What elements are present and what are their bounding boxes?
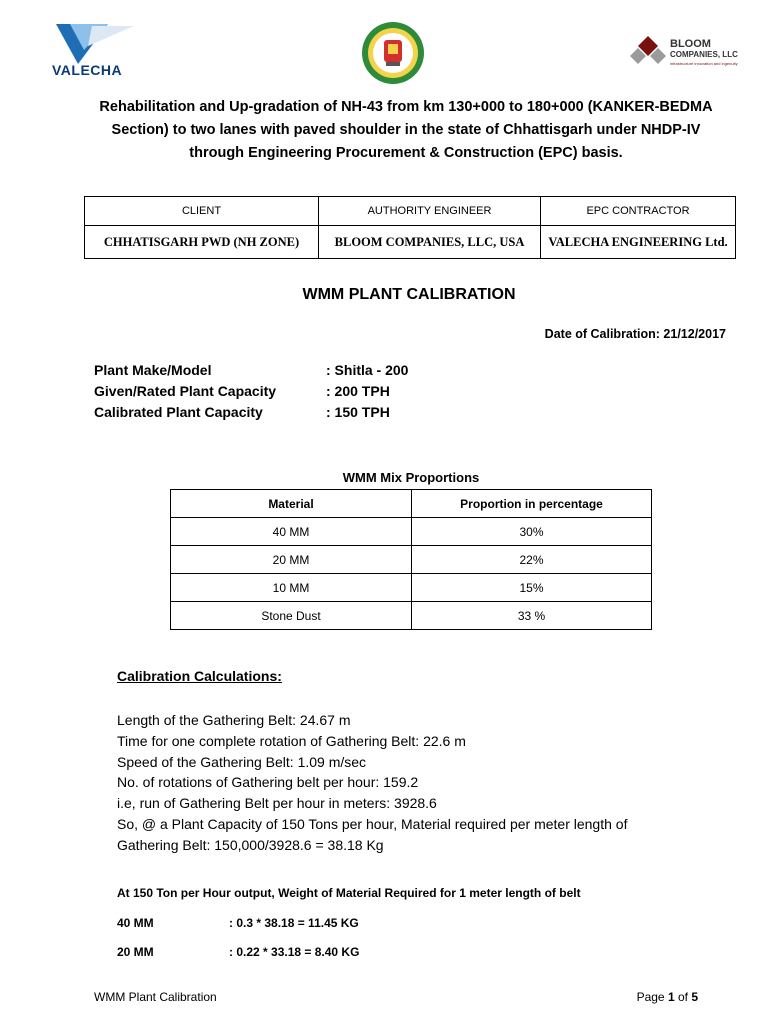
proportion-cell: 15% — [412, 574, 652, 602]
page-of: of — [674, 990, 692, 1004]
spec-value: : Shitla - 200 — [326, 362, 409, 378]
epc-contractor-header: EPC CONTRACTOR — [541, 197, 736, 226]
table-row — [171, 602, 652, 630]
valecha-logo-text: VALECHA — [52, 62, 123, 78]
calculation-line: i.e, run of Gathering Belt per hour in meters: 3928.6 — [117, 795, 437, 812]
table-row — [171, 546, 652, 574]
page-prefix: Page — [636, 990, 668, 1004]
bloom-logo-mark — [630, 34, 666, 70]
material-cell: 40 MM — [171, 518, 412, 546]
spec-row — [94, 383, 390, 399]
calibration-date: Date of Calibration: 21/12/2017 — [544, 327, 726, 341]
output-calc: : 0.3 * 38.18 = 11.45 KG — [229, 916, 359, 930]
bloom-logo — [630, 34, 750, 74]
calculations-body — [117, 710, 717, 856]
spec-row — [94, 362, 408, 378]
valecha-logo — [48, 20, 140, 78]
bloom-logo-tagline: infrastructure innovation and ingenuity — [670, 61, 738, 66]
material-header: Material — [171, 490, 412, 518]
epc-contractor-value: VALECHA ENGINEERING Ltd. — [541, 226, 736, 259]
client-value: CHHATISGARH PWD (NH ZONE) — [85, 226, 319, 259]
mix-table — [170, 489, 652, 630]
table-row — [171, 518, 652, 546]
spec-value: : 200 TPH — [326, 383, 390, 399]
project-title: Rehabilitation and Up-gradation of NH-43 from km 130+000 to 180+000 (KANKER-BEDMA Section) to two lanes with paved shoulder in the state of Chhattisgarh under NHDP-IV through Engineering Procurement & Construction (EPC) basis. — [99, 99, 713, 161]
spec-value: : 150 TPH — [326, 404, 390, 420]
calculations-heading: Calibration Calculations: — [117, 668, 282, 684]
parties-table — [84, 196, 736, 259]
mix-table-title: WMM Mix Proportions — [342, 470, 480, 485]
calculation-line: No. of rotations of Gathering belt per hour: 159.2 — [117, 774, 419, 791]
output-material: 20 MM — [117, 945, 154, 959]
material-cell: 20 MM — [171, 546, 412, 574]
calculation-line: Length of the Gathering Belt: 24.67 m — [117, 712, 351, 728]
table-row — [171, 574, 652, 602]
spec-key: Calibrated Plant Capacity — [94, 404, 263, 420]
valecha-logo-mark — [48, 20, 140, 66]
page-num: 1 — [667, 990, 675, 1004]
calculation-line: So, @ a Plant Capacity of 150 Tons per hour, Material required per meter length of — [117, 815, 628, 832]
output-calc: : 0.22 * 33.18 = 8.40 KG — [229, 945, 360, 959]
calculation-line: Speed of the Gathering Belt: 1.09 m/sec — [117, 753, 367, 770]
output-row — [117, 945, 359, 959]
proportion-cell: 22% — [412, 546, 652, 574]
proportion-cell: 33 % — [412, 602, 652, 630]
proportion-header: Proportion in percentage — [412, 490, 652, 518]
document-title: WMM PLANT CALIBRATION — [302, 286, 516, 303]
calculation-line: Time for one complete rotation of Gathering Belt: 22.6 m — [117, 732, 466, 749]
spec-key: Given/Rated Plant Capacity — [94, 383, 277, 399]
state-emblem — [360, 20, 426, 86]
footer-page-number — [637, 990, 698, 1004]
spec-key: Plant Make/Model — [94, 362, 212, 378]
client-header: CLIENT — [85, 197, 319, 226]
bloom-logo-name: BLOOM — [670, 38, 711, 50]
material-cell: Stone Dust — [171, 602, 412, 630]
page-total: 5 — [691, 990, 698, 1004]
output-material: 40 MM — [117, 916, 154, 930]
calculation-line: Gathering Belt: 150,000/3928.6 = 38.18 Kg — [117, 836, 384, 853]
bloom-logo-sub: COMPANIES, LLC — [670, 50, 738, 59]
output-heading: At 150 Ton per Hour output, Weight of Material Required for 1 meter length of belt — [117, 886, 581, 900]
proportion-cell: 30% — [412, 518, 652, 546]
authority-engineer-header: AUTHORITY ENGINEER — [319, 197, 541, 226]
output-row — [117, 916, 359, 930]
authority-engineer-value: BLOOM COMPANIES, LLC, USA — [319, 226, 541, 259]
footer-doc-name: WMM Plant Calibration — [94, 990, 217, 1004]
spec-row — [94, 404, 390, 420]
material-cell: 10 MM — [171, 574, 412, 602]
